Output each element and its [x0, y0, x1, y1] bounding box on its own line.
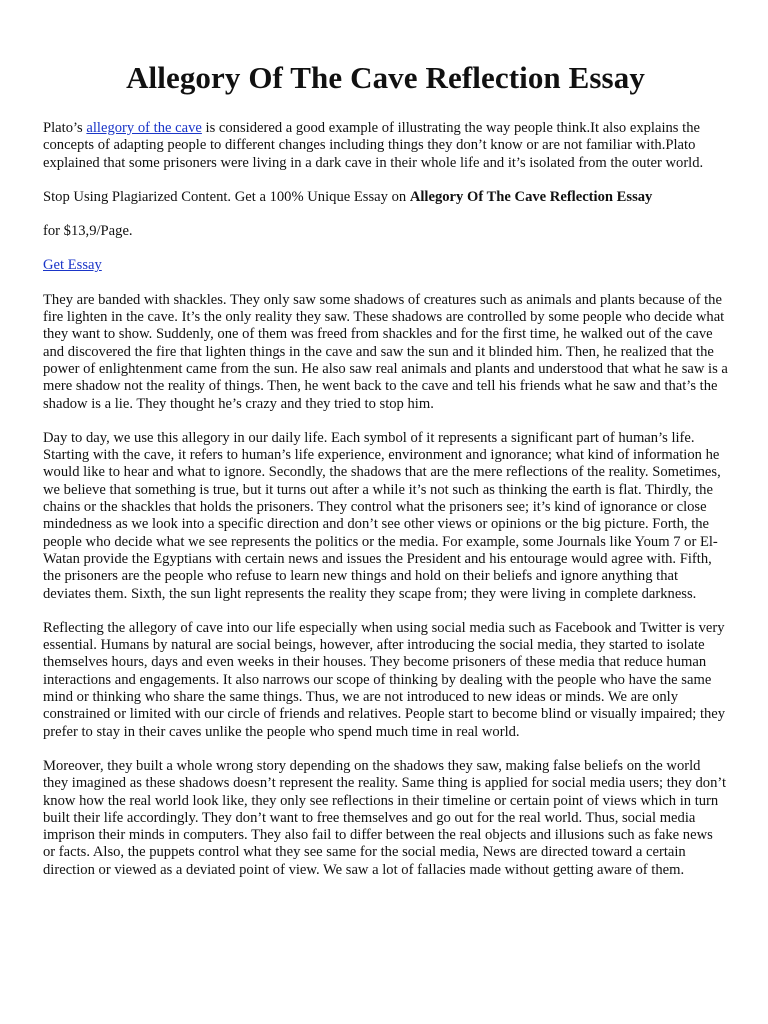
page-title: Allegory Of The Cave Reflection Essay: [126, 60, 645, 95]
body-paragraph-2: Day to day, we use this allegory in our daily life. Each symbol of it represents a significant part of human’s life. Starting with the cave, it refers to human’s life experience, environment and ignorance; what kind of information he would like to hear and what to ignore. Secondly, the shadows that are the mere reflections of the reality. Sometimes, we believe that something is true, but it turns out after a while it’s not such as thinking the earth is flat. Thirdly, the chains or the shackles that holds the prisoners. They control what the prisoners see; it’s kind of ignorance or close mindedness as we look into a specific direction and don’t see other views or opinions or the big picture. Forth, the people who decide what we see represents the politics or the media. For example, some Journals like Youm 7 or El-Watan provide the Egyptians with certain news and issues the President and his entourage would agree with. Fifth, the prisoners are the people who refuse to learn new things and hold on their beliefs and ignore anything that deviates them. Sixth, the sun light represents the reality they scape from; they were living in complete darkness.: [43, 429, 721, 602]
promo-price: for $13,9/Page.: [43, 223, 133, 240]
intro-suffix: is considered a good example of illustrating the way people think.It also explains the concepts of adapting people to different changes including things they don’t know or are not familiar with.Plato explained that some prisoners were living in a dark cave in their whole life and it’s isolated from the outer world.: [43, 120, 704, 171]
body-paragraph-4: Moreover, they built a whole wrong story depending on the shadows they saw, making false beliefs on the world they imagined as these shadows doesn’t represent the reality. Same thing is applied for social media users; they don’t know how the real world look like, they only see reflections in their timeline or certain point of views which in turn built their life accordingly. They don’t want to free themselves and go out for the real world. Thus, social media imprison their minds in computers. They also fail to differ between the real objects and illusions such as fake news or facts. Also, the puppets control what they see same for the social media, News are directed toward a certain direction or viewed as a deviated point of view. We saw a lot of fallacies made without getting aware of them.: [43, 757, 727, 878]
promo-lead: Stop Using Plagiarized Content. Get a 100% Unique Essay on: [43, 188, 410, 205]
body-paragraph-3: Reflecting the allegory of cave into our life especially when using social media such as Facebook and Twitter is very essential. Humans by natural are social beings, however, after introducing the social media, they started to isolate themselves hours, days and even weeks in their houses. They become prisoners of these media that reduce human interactions and engagements. It also narrows our scope of thinking by dealing with the people who have the same mind or thinking who share the same things. Thus, we are not introduced to new ideas or minds. We are only constrained or limited with our circle of friends and relatives. People start to become blind or visually impaired; they prefer to stay in their caves unlike the people who spend much time in real world.: [43, 619, 726, 740]
body-paragraph-1: They are banded with shackles. They only saw some shadows of creatures such as animals and plants because of the fire lighten in the cave. It’s the only reality they saw. These shadows are controlled by some people who decide what they want to show. Suddenly, one of them was freed from shackles and for the first time, he walked out of the cave and discovered the fire that lighten things in the cave and saw the sun and it blinded him. Then, he realized that the power of enlightenment came from the sun. He also saw real animals and plants and understood that what he saw is a mere shadow not the reality of things. Then, he went back to the cave and tell his friends what he saw and that’s the shadow is a lie. They thought he’s crazy and they tried to stop him.: [43, 291, 728, 412]
get-essay-wrapper: [43, 257, 728, 274]
promo-text: [43, 189, 728, 206]
intro-paragraph: [43, 120, 728, 172]
get-essay-link[interactable]: Get Essay: [43, 257, 102, 274]
allegory-link[interactable]: allegory of the cave: [86, 120, 202, 136]
promo-essay-title: Allegory Of The Cave Reflection Essay: [409, 188, 653, 205]
intro-prefix: Plato’s: [43, 120, 87, 136]
